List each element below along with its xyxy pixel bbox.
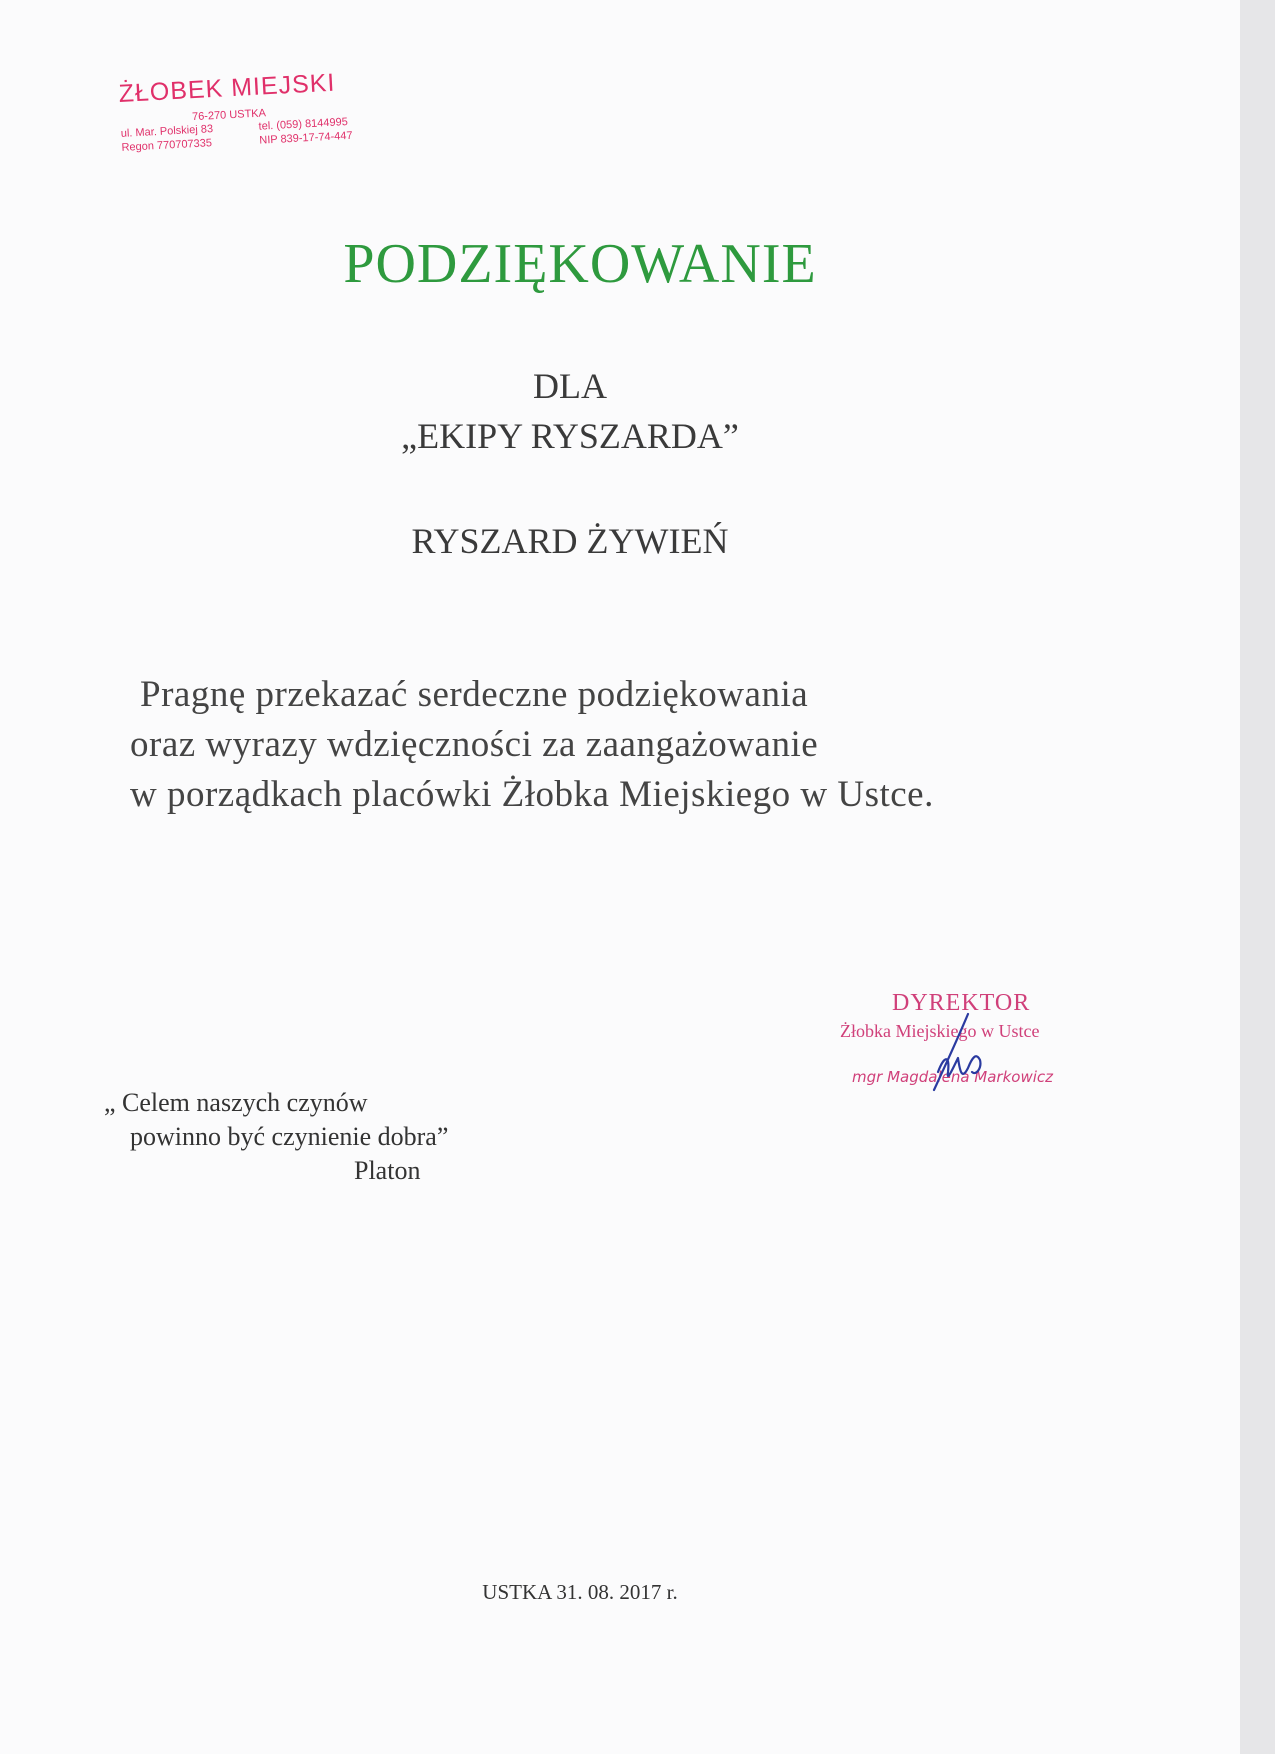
page-edge <box>1240 0 1275 1754</box>
quote-author: Platon <box>354 1156 421 1185</box>
stamp-name: ŻŁOBEK MIEJSKI <box>118 68 337 108</box>
body-line-1: Pragnę przekazać serdeczne podziękowania <box>140 674 809 715</box>
recipient-team: „EKIPY RYSZARDA” <box>401 416 739 456</box>
director-name: mgr Magdalena Markowicz <box>852 1068 1054 1086</box>
director-institution: Żłobka Miejskiego w Ustce <box>840 1021 1040 1041</box>
institution-stamp <box>118 65 412 155</box>
body-line-3: w porządkach placówki Żłobka Miejskiego w Ustce. <box>130 774 934 815</box>
place-date: USTKA 31. 08. 2017 r. <box>482 1580 678 1604</box>
stamp-phone: tel. (059) 8144995 <box>258 116 349 133</box>
document-title: PODZIĘKOWANIE <box>343 233 817 295</box>
stamp-regon: Regon 770707335 <box>121 137 213 154</box>
stamp-address: ul. Mar. Polskiej 83 <box>120 123 214 140</box>
recipient-person: RYSZARD ŻYWIEŃ <box>411 521 729 561</box>
body-line-2: oraz wyrazy wdzięczności za zaangażowanie <box>130 724 819 765</box>
stamp-postal: 76-270 USTKA <box>191 107 267 124</box>
quote-block <box>104 1086 448 1188</box>
director-title: DYREKTOR <box>892 990 1031 1016</box>
quote-line-1: „ Celem naszych czynów <box>104 1088 368 1117</box>
stamp-nip: NIP 839-17-74-447 <box>259 129 353 147</box>
recipient-dla: DLA <box>533 366 607 406</box>
quote-line-2: powinno być czynienie dobra” <box>130 1122 449 1151</box>
handwritten-signature <box>928 1010 998 1094</box>
thanks-body <box>130 670 934 820</box>
